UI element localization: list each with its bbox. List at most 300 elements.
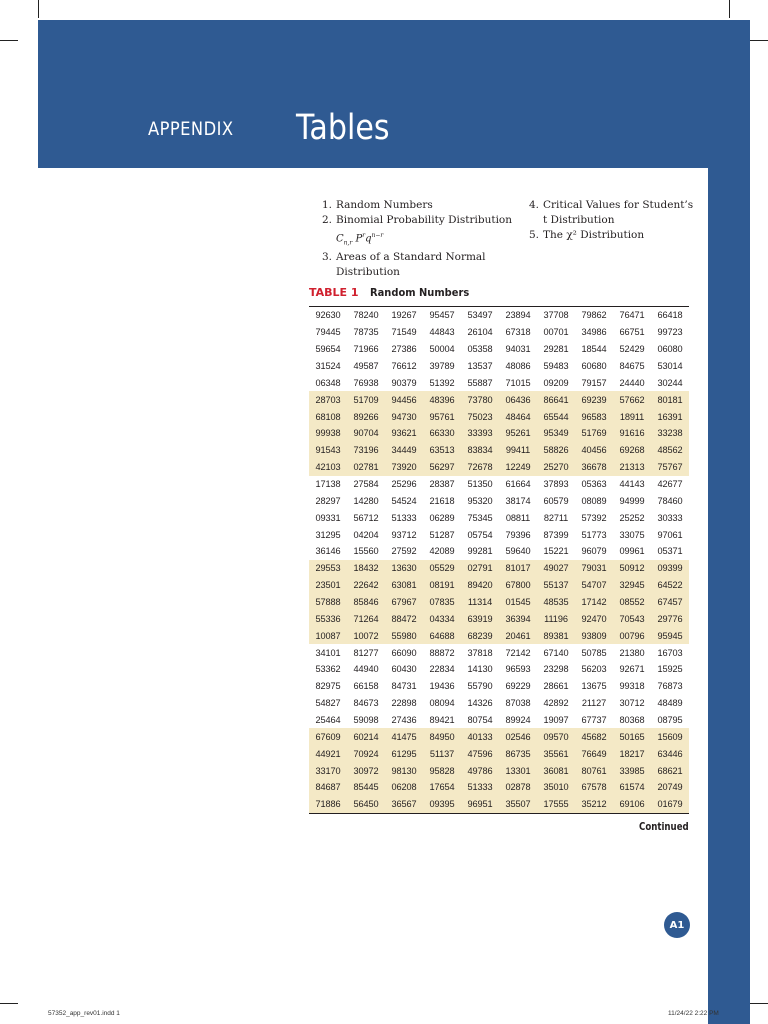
table-cell: 28703: [315, 394, 341, 405]
table-cell: 01545: [505, 597, 531, 608]
table-cell: 24440: [619, 377, 645, 388]
table-cell: 30333: [657, 512, 683, 523]
slug-left: 57352_app_rev01.indd 1: [48, 1010, 120, 1017]
table-cell: 79445: [315, 327, 341, 338]
binomial-formula: $C_{n,r}$ $P^rq^{n-r}$: [336, 232, 384, 247]
table-cell: 50165: [619, 731, 645, 742]
table-cell: 14130: [467, 664, 493, 675]
table-cell: 67967: [391, 597, 417, 608]
table-cell: 67457: [657, 597, 683, 608]
contents-item-number: 3.: [322, 251, 333, 264]
table-cell: 36146: [315, 546, 341, 557]
contents-item-text: Random Numbers: [336, 199, 433, 211]
table-cell: 80368: [619, 715, 645, 726]
table-cell: 23501: [315, 580, 341, 591]
table-cell: 19267: [391, 310, 417, 321]
table-cell: 51137: [429, 748, 455, 759]
table-cell: 95828: [429, 765, 455, 776]
appendix-label: APPENDIX: [148, 118, 234, 140]
table-cell: 53497: [467, 310, 493, 321]
table-cell: 98130: [391, 765, 417, 776]
table-cell: 18911: [619, 411, 645, 422]
table-cell: 19436: [429, 681, 455, 692]
table-cell: 00796: [619, 630, 645, 641]
table-cell: 50912: [619, 563, 645, 574]
table-row: [309, 492, 689, 509]
table-row: [309, 324, 689, 341]
table-cell: 27584: [353, 479, 379, 490]
table-cell: 04334: [429, 613, 455, 624]
table-row: [309, 358, 689, 375]
table-cell: 95945: [657, 630, 683, 641]
table-cell: 08191: [429, 580, 455, 591]
table-cell: 34449: [391, 445, 417, 456]
table-cell: 57662: [619, 394, 645, 405]
table-cell: 59098: [353, 715, 379, 726]
table-cell: 95320: [467, 495, 493, 506]
contents-item-text-cont: t Distribution: [543, 214, 615, 226]
table-cell: 72142: [505, 647, 531, 658]
table-cell: 93621: [391, 428, 417, 439]
table-cell: 51287: [429, 529, 455, 540]
table-cell: 02878: [505, 782, 531, 793]
table-cell: 33075: [619, 529, 645, 540]
table-row: [309, 695, 689, 712]
table-cell: 25252: [619, 512, 645, 523]
table-cell: 78735: [353, 327, 379, 338]
table-cell: 79862: [581, 310, 607, 321]
table-cell: 42677: [657, 479, 683, 490]
table-cell: 08552: [619, 597, 645, 608]
table-cell: 56712: [353, 512, 379, 523]
continued-note: Continued: [639, 821, 689, 833]
table-cell: 68108: [315, 411, 341, 422]
contents-item: [529, 228, 699, 243]
table-cell: 16391: [657, 411, 683, 422]
table-cell: 55336: [315, 613, 341, 624]
table-cell: 87399: [543, 529, 569, 540]
table-cell: 25464: [315, 715, 341, 726]
table-cell: 29553: [315, 563, 341, 574]
table-cell: 66330: [429, 428, 455, 439]
table-cell: 73920: [391, 462, 417, 473]
table-cell: 54524: [391, 495, 417, 506]
table-cell: 75767: [657, 462, 683, 473]
crop-mark: [729, 0, 730, 18]
table-cell: 69106: [619, 799, 645, 810]
table-cell: 09331: [315, 512, 341, 523]
table-row: [309, 459, 689, 476]
table-cell: 09209: [543, 377, 569, 388]
table-cell: 42892: [543, 698, 569, 709]
table-cell: 87038: [505, 698, 531, 709]
table-cell: 99318: [619, 681, 645, 692]
table-cell: 08811: [505, 512, 531, 523]
table-row: [309, 526, 689, 543]
table-cell: 96583: [581, 411, 607, 422]
table-row: [309, 442, 689, 459]
table-cell: 49027: [543, 563, 569, 574]
table-cell: 17142: [581, 597, 607, 608]
table-cell: 96593: [505, 664, 531, 675]
table-cell: 73196: [353, 445, 379, 456]
table-cell: 14280: [353, 495, 379, 506]
table-cell: 12249: [505, 462, 531, 473]
table-row: [309, 509, 689, 526]
table-label: TABLE 1: [309, 286, 359, 299]
table-cell: 15560: [353, 546, 379, 557]
table-row: [309, 610, 689, 627]
table-row: [309, 307, 689, 324]
crop-mark: [0, 1003, 18, 1004]
table-cell: 67318: [505, 327, 531, 338]
table-name: Random Numbers: [370, 286, 470, 299]
header-band: [38, 20, 750, 168]
table-cell: 67800: [505, 580, 531, 591]
table-cell: 76649: [581, 748, 607, 759]
table-cell: 55887: [467, 377, 493, 388]
table-cell: 44843: [429, 327, 455, 338]
table-cell: 13675: [581, 681, 607, 692]
table-cell: 51333: [391, 512, 417, 523]
table-cell: 60214: [353, 731, 379, 742]
contents-list-left: [322, 198, 522, 280]
random-number-table: [309, 307, 689, 813]
table-cell: 05754: [467, 529, 493, 540]
table-cell: 76873: [657, 681, 683, 692]
table-cell: 59640: [505, 546, 531, 557]
table-cell: 44921: [315, 748, 341, 759]
table-cell: 95761: [429, 411, 455, 422]
table-cell: 52429: [619, 344, 645, 355]
table-cell: 76612: [391, 361, 417, 371]
table-cell: 67609: [315, 731, 341, 742]
table-cell: 80181: [657, 394, 683, 405]
table-cell: 51350: [467, 479, 493, 490]
table-cell: 29281: [543, 344, 569, 355]
table-row: [309, 678, 689, 695]
table-row: [309, 745, 689, 762]
table-cell: 01679: [657, 799, 683, 810]
table-cell: 32945: [619, 580, 645, 591]
table-cell: 84731: [391, 681, 417, 692]
table-cell: 07835: [429, 597, 455, 608]
table-cell: 28297: [315, 495, 341, 506]
table-cell: 53014: [657, 361, 683, 371]
table-cell: 54707: [581, 580, 607, 591]
table-cell: 21380: [619, 647, 645, 658]
table-cell: 20749: [657, 782, 683, 793]
table-cell: 69229: [505, 681, 531, 692]
contents-item-number: 5.: [529, 229, 540, 241]
side-bar: [708, 20, 750, 1024]
table-cell: 37893: [543, 479, 569, 490]
table-cell: 64688: [429, 630, 455, 641]
table-row: [309, 476, 689, 493]
table-cell: 84673: [353, 698, 379, 709]
crop-mark: [38, 0, 39, 18]
table-cell: 37818: [467, 647, 493, 658]
table-cell: 09395: [429, 799, 455, 810]
table-cell: 21127: [581, 698, 607, 709]
table-cell: 84675: [619, 361, 645, 371]
table-cell: 40133: [467, 731, 493, 742]
table-row: [309, 391, 689, 408]
table-cell: 02791: [467, 563, 493, 574]
contents-item-number: 2.: [322, 214, 333, 226]
table-cell: 11196: [544, 613, 568, 624]
table-cell: 96951: [467, 799, 493, 810]
table-cell: 78240: [353, 310, 379, 321]
table-cell: 10072: [353, 630, 379, 641]
table-cell: 55137: [543, 580, 569, 591]
table-cell: 30712: [619, 698, 645, 709]
table-cell: 35561: [543, 748, 569, 759]
table-cell: 51392: [429, 377, 455, 388]
table-cell: 19097: [543, 715, 569, 726]
table-cell: 56203: [581, 664, 607, 675]
table-cell: 91616: [619, 428, 645, 439]
table-cell: 08089: [581, 495, 607, 506]
table-cell: 79031: [581, 563, 607, 574]
table-cell: 33238: [657, 428, 683, 439]
table-row: [309, 577, 689, 594]
table-cell: 76471: [619, 310, 645, 321]
contents-item-text: Critical Values for Student’s: [543, 199, 694, 211]
contents-item-number: 4.: [529, 199, 540, 211]
table-cell: 49587: [353, 361, 379, 371]
table-cell: 66751: [619, 327, 645, 338]
table-cell: 75345: [467, 512, 493, 523]
table-cell: 94730: [391, 411, 417, 422]
table-cell: 84687: [315, 782, 341, 793]
table-cell: 93712: [391, 529, 417, 540]
table-cell: 85846: [353, 597, 379, 608]
table-cell: 27386: [391, 344, 417, 355]
table-cell: 35010: [543, 782, 569, 793]
table-cell: 71966: [353, 344, 379, 355]
contents-item-number: 1.: [322, 199, 333, 211]
table-cell: 42089: [429, 546, 455, 557]
table-cell: 09570: [543, 731, 569, 742]
table-cell: 17555: [543, 799, 569, 810]
table-cell: 28387: [429, 479, 455, 490]
table-cell: 47596: [467, 748, 493, 759]
table-cell: 11314: [467, 597, 493, 608]
contents-item: [322, 250, 522, 280]
table-cell: 71886: [315, 799, 341, 810]
table-cell: 34101: [315, 647, 341, 658]
table-cell: 71015: [505, 377, 531, 388]
table-cell: 84950: [429, 731, 455, 742]
table-cell: 75023: [467, 411, 493, 422]
table-cell: 23894: [505, 310, 531, 321]
table-cell: 33170: [315, 765, 341, 776]
contents-item: [322, 213, 522, 250]
table-cell: 22898: [391, 698, 417, 709]
table-cell: 51333: [467, 782, 493, 793]
table-cell: 89420: [467, 580, 493, 591]
table-cell: 89266: [353, 411, 379, 422]
table-cell: 21313: [619, 462, 645, 473]
table-row: [309, 341, 689, 358]
slug-right: 11/24/22 2:22 PM: [668, 1010, 719, 1017]
table-cell: 71549: [391, 327, 417, 338]
page-number-badge: A1: [664, 912, 690, 938]
table-cell: 89924: [505, 715, 531, 726]
table-cell: 81017: [505, 563, 531, 574]
table-cell: 56450: [353, 799, 379, 810]
table-cell: 89381: [543, 630, 569, 641]
table-cell: 48562: [657, 445, 683, 456]
table-cell: 79396: [505, 529, 531, 540]
table-cell: 48489: [657, 698, 683, 709]
table-cell: 02781: [353, 462, 379, 473]
table-cell: 60680: [581, 361, 607, 371]
table-cell: 08094: [429, 698, 455, 709]
table-cell: 94031: [505, 344, 531, 355]
table-cell: 61574: [619, 782, 645, 793]
table-cell: 15221: [543, 546, 569, 557]
table-cell: 60579: [543, 495, 569, 506]
table-cell: 25270: [543, 462, 569, 473]
table-cell: 63919: [467, 613, 493, 624]
table-cell: 70924: [353, 748, 379, 759]
table-row: [309, 661, 689, 678]
table-cell: 99723: [657, 327, 683, 338]
table-cell: 67578: [581, 782, 607, 793]
table-cell: 05371: [657, 546, 683, 557]
table-cell: 82711: [543, 512, 569, 523]
table-cell: 37708: [543, 310, 569, 321]
table-cell: 31295: [315, 529, 341, 540]
table-cell: 06289: [429, 512, 455, 523]
table-cell: 17138: [315, 479, 341, 490]
table-cell: 49786: [467, 765, 493, 776]
table-cell: 51769: [581, 428, 607, 439]
table-cell: 90379: [391, 377, 417, 388]
table-cell: 99411: [505, 445, 531, 456]
table-cell: 95457: [429, 310, 455, 321]
table-cell: 06208: [391, 782, 417, 793]
table-cell: 36081: [543, 765, 569, 776]
table-cell: 88472: [391, 613, 417, 624]
table-cell: 94456: [391, 394, 417, 405]
contents-list-right: [529, 198, 699, 243]
table-cell: 79157: [581, 377, 607, 388]
table-row: [309, 408, 689, 425]
contents-item: [529, 198, 699, 228]
table-cell: 06080: [657, 344, 683, 355]
table-cell: 14326: [467, 698, 493, 709]
table-cell: 44143: [619, 479, 645, 490]
table-cell: 18544: [581, 344, 607, 355]
table-cell: 26104: [467, 327, 493, 338]
crop-mark: [750, 40, 768, 41]
table-cell: 21618: [429, 495, 455, 506]
table-cell: 35507: [505, 799, 531, 810]
table-cell: 27436: [391, 715, 417, 726]
table-cell: 59654: [315, 344, 341, 355]
table-cell: 36678: [581, 462, 607, 473]
table-row: [309, 560, 689, 577]
table-cell: 39789: [429, 361, 455, 371]
table-cell: 16703: [657, 647, 683, 658]
table-row: [309, 374, 689, 391]
table-cell: 48535: [543, 597, 569, 608]
table-cell: 22642: [353, 580, 379, 591]
table-cell: 05358: [467, 344, 493, 355]
table-cell: 13301: [505, 765, 531, 776]
table-cell: 92470: [581, 613, 607, 624]
table-cell: 31524: [315, 361, 341, 371]
table-cell: 50004: [429, 344, 455, 355]
table-cell: 67737: [581, 715, 607, 726]
crop-mark: [750, 1003, 768, 1004]
table-cell: 57888: [315, 597, 341, 608]
table-cell: 55980: [391, 630, 417, 641]
table-row: [309, 425, 689, 442]
table-cell: 56297: [429, 462, 455, 473]
table-cell: 68621: [657, 765, 683, 776]
table-cell: 55790: [467, 681, 493, 692]
table-cell: 48396: [429, 394, 455, 405]
table-cell: 63446: [657, 748, 683, 759]
table-cell: 80761: [581, 765, 607, 776]
table-cell: 80754: [467, 715, 493, 726]
table-cell: 42103: [315, 462, 341, 473]
table-cell: 66418: [657, 310, 683, 321]
table-cell: 99281: [467, 546, 493, 557]
table-cell: 97061: [657, 529, 683, 540]
table-cell: 61664: [505, 479, 531, 490]
table-cell: 93809: [581, 630, 607, 641]
page-title: Tables: [296, 108, 390, 148]
table-cell: 51709: [353, 394, 379, 405]
table-cell: 69239: [581, 394, 607, 405]
table-cell: 91543: [315, 445, 341, 456]
table-cell: 22834: [429, 664, 455, 675]
table-cell: 15925: [657, 664, 683, 675]
table-cell: 60430: [391, 664, 417, 675]
table-row: [309, 543, 689, 560]
table-cell: 13630: [391, 563, 417, 574]
table-cell: 63081: [391, 580, 417, 591]
table-cell: 06348: [315, 377, 341, 388]
table-rule-bottom: [309, 813, 689, 814]
table-cell: 78460: [657, 495, 683, 506]
contents-item: [322, 198, 522, 213]
table-cell: 92630: [315, 310, 341, 321]
table-cell: 88872: [429, 647, 455, 658]
table-cell: 59483: [543, 361, 569, 371]
table-cell: 36567: [391, 799, 417, 810]
table-cell: 18217: [619, 748, 645, 759]
table-cell: 57392: [581, 512, 607, 523]
table-cell: 83834: [467, 445, 493, 456]
table-cell: 76938: [353, 377, 379, 388]
table-cell: 69268: [619, 445, 645, 456]
table-cell: 30972: [353, 765, 379, 776]
table-cell: 33985: [619, 765, 645, 776]
table-cell: 06436: [505, 394, 531, 405]
table-cell: 82975: [315, 681, 341, 692]
table-cell: 27592: [391, 546, 417, 557]
table-cell: 08795: [657, 715, 683, 726]
table-cell: 10087: [315, 630, 341, 641]
table-cell: 54827: [315, 698, 341, 709]
table-cell: 48464: [505, 411, 531, 422]
